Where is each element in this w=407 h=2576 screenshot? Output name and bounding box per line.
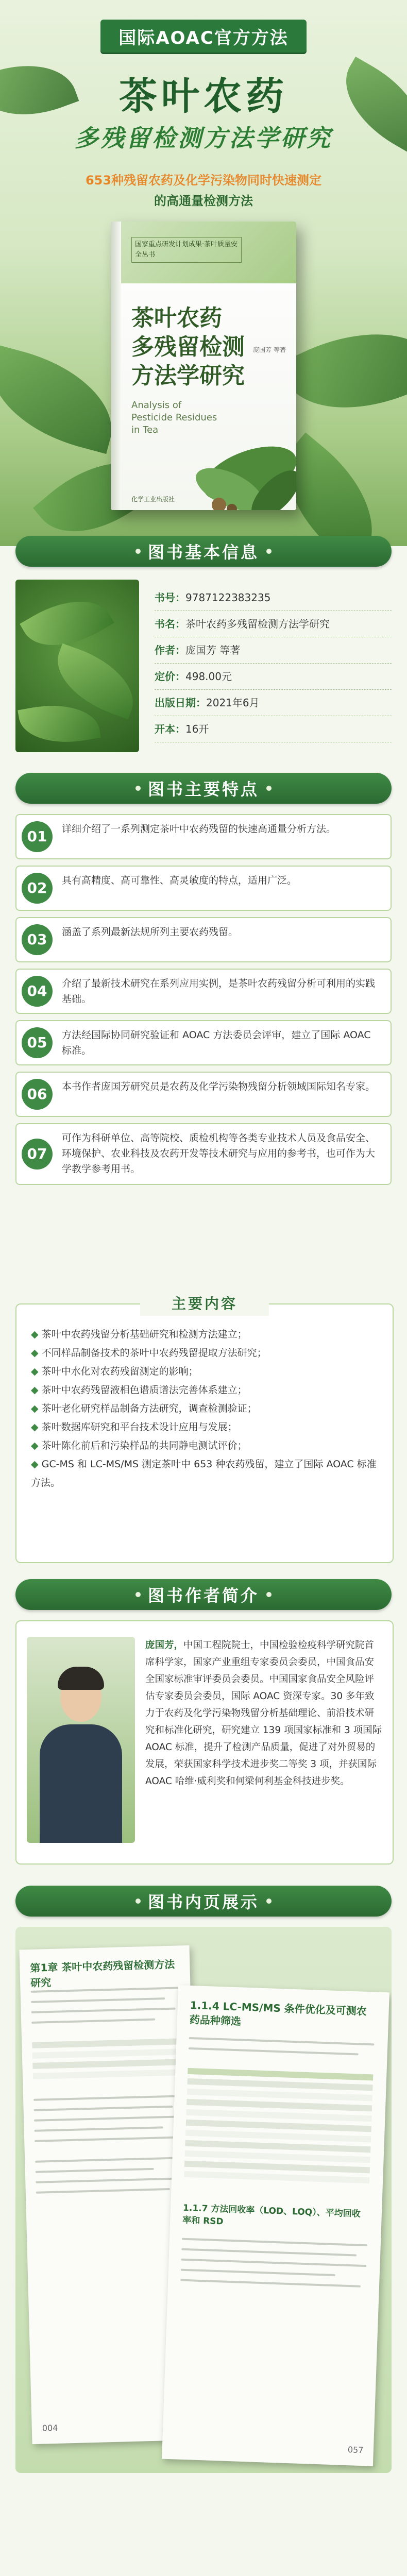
tea-photo bbox=[15, 580, 139, 752]
official-method-ribbon: 国际AOAC官方方法 bbox=[100, 20, 307, 53]
highlight-item bbox=[15, 1020, 392, 1065]
hero-desc-line1: 653种残留农药及化学污染物同时快速测定 bbox=[85, 173, 322, 188]
page-number: 057 bbox=[347, 2445, 364, 2455]
inner-pages-showcase bbox=[15, 1927, 392, 2473]
book-title-line: 方法学研究 bbox=[131, 363, 245, 389]
highlight-item bbox=[15, 866, 392, 911]
dot-icon bbox=[266, 549, 272, 554]
book-title-line: 多残留检测 bbox=[131, 334, 245, 360]
content-item: ◆ 茶叶中农药残留液相色谱质谱法完善体系建立； bbox=[31, 1384, 247, 1396]
book-cover-author: 庞国芳 等著 bbox=[253, 346, 286, 353]
content-item: ◆ 茶叶陈化前后和污染样品的共同静电测试评价； bbox=[31, 1440, 247, 1451]
dot-icon bbox=[135, 549, 141, 554]
section-title: 图书内页展示 bbox=[147, 1892, 259, 1912]
highlight-item bbox=[15, 1072, 392, 1117]
highlight-item bbox=[15, 814, 392, 859]
tea-leaf-decoration bbox=[0, 345, 126, 454]
main-content-box bbox=[15, 1295, 394, 1563]
hero-title: 茶叶农药 bbox=[119, 74, 288, 118]
highlight-number: 02 bbox=[22, 873, 53, 904]
inner-page-subheading: 1.1.7 方法回收率（LOD、LOQ）、平均回收率和 RSD bbox=[182, 2202, 361, 2227]
hero-description bbox=[0, 170, 407, 211]
book-spine bbox=[111, 222, 121, 510]
content-item: ◆ 茶叶中农药残留分析基础研究和检测方法建立； bbox=[31, 1329, 247, 1340]
book-publisher: 化学工业出版社 bbox=[131, 496, 175, 503]
inner-page-heading: 1.1.4 LC-MS/MS 条件优化及可测农药品种筛选 bbox=[189, 1998, 367, 2028]
section-title: 图书基本信息 bbox=[147, 543, 259, 562]
highlight-text: 涵盖了系列最新法规所列主要农药残留。 bbox=[62, 926, 239, 938]
content-item: ◆ 不同样品制备技术的茶叶中农药残留提取方法研究； bbox=[31, 1347, 267, 1359]
hero-subtitle: 多残留检测方法学研究 bbox=[75, 124, 332, 152]
author-bio bbox=[145, 1637, 382, 1790]
main-content-title: 主要内容 bbox=[140, 1292, 269, 1316]
highlight-text: 详细介绍了一系列测定茶叶中农药残留的快速高通量分析方法。 bbox=[62, 823, 336, 835]
dot-icon bbox=[135, 1592, 141, 1597]
highlight-text: 本书作者庞国芳研究员是农药及化学污染物残留分析领域国际知名专家。 bbox=[62, 1081, 376, 1092]
author-bio-text: 中国工程院院士，中国检验检疫科学研究院首席科学家，国家产业重组专家委员会委员，中国食品安全国家标准审评委员会委员。中国国家食品安全风险评估专家委员会委员，国际 AOAC 资深专家。30 多年致力于农药及化学污染物残留分析基础理论、前沿技术研究和标准化研究，研究建立 139 项国家标准和 3 项国际 AOAC 标准，提升了检测产品质量，促进了对外贸易的发展，荣获国家科学技术进步奖二等奖 3 项，并获国际 AOAC 哈维·威利奖和何梁何利基金科技进步奖。 bbox=[145, 1640, 382, 1787]
author-photo bbox=[27, 1637, 135, 1843]
section-header-info bbox=[15, 536, 392, 567]
info-row-author: 作者：庞国芳 等著 bbox=[155, 637, 392, 664]
hero-desc-line2: 的高通量检测方法 bbox=[154, 194, 253, 208]
content-item: ◆ 茶叶数据库研究和平台技术设计应用与发展； bbox=[31, 1421, 238, 1433]
section-title: 图书作者简介 bbox=[147, 1586, 259, 1605]
highlight-text: 介绍了最新技术研究在系列应用实例，是茶叶农药残留分析可利用的实践基础。 bbox=[62, 978, 376, 1005]
main-content-list bbox=[31, 1325, 381, 1492]
info-row-price: 定价：498.00元 bbox=[155, 664, 392, 690]
info-row-format: 开本：16开 bbox=[155, 716, 392, 742]
section-header-highlights bbox=[15, 773, 392, 804]
tea-leaves-illustration bbox=[188, 417, 296, 510]
highlight-item bbox=[15, 969, 392, 1014]
highlights-list bbox=[15, 814, 392, 1191]
highlight-number: 07 bbox=[22, 1139, 53, 1170]
book-cover bbox=[111, 222, 296, 510]
book-en-line: in Tea bbox=[131, 425, 159, 435]
info-row-date: 出版日期：2021年6月 bbox=[155, 690, 392, 716]
book-en-line: Analysis of bbox=[131, 400, 182, 411]
content-item: ◆ 茶叶中水化对农药残留测定的影响； bbox=[31, 1366, 198, 1377]
highlight-number: 06 bbox=[22, 1079, 53, 1110]
author-name: 庞国芳， bbox=[145, 1640, 184, 1651]
highlight-text: 具有高精度、高可靠性、高灵敏度的特点，适用广泛。 bbox=[62, 875, 297, 886]
author-panel bbox=[15, 1620, 394, 1865]
section-header-author bbox=[15, 1579, 392, 1610]
highlight-item bbox=[15, 917, 392, 962]
highlight-text: 可作为科研单位、高等院校、质检机构等各类专业技术人员及食品安全、环境保护、农业科技及农药开发等技术研究与应用的参考书，也可作为大学教学参考用书。 bbox=[62, 1132, 376, 1175]
tea-leaf-decoration bbox=[278, 303, 407, 438]
dot-icon bbox=[266, 786, 272, 791]
info-row-isbn: 书号：9787122383235 bbox=[155, 585, 392, 611]
book-cover-title bbox=[131, 304, 245, 391]
highlight-number: 03 bbox=[22, 924, 53, 955]
dot-icon bbox=[266, 1899, 272, 1904]
section-header-pages bbox=[15, 1886, 392, 1917]
highlight-number: 04 bbox=[22, 976, 53, 1007]
page-number: 004 bbox=[42, 2422, 58, 2433]
dot-icon bbox=[266, 1592, 272, 1597]
section-title: 图书主要特点 bbox=[147, 779, 259, 799]
dot-icon bbox=[135, 1899, 141, 1904]
content-item: ◆ 茶叶老化研究样品制备方法研究，调查检测验证； bbox=[31, 1403, 257, 1414]
book-title-line: 茶叶农药 bbox=[131, 305, 222, 331]
highlight-number: 05 bbox=[22, 1027, 53, 1058]
info-row-title: 书名：茶叶农药多残留检测方法学研究 bbox=[155, 611, 392, 637]
book-series-label: 国家重点研发计划成果·茶叶质量安全丛书 bbox=[131, 237, 242, 263]
content-item: ◆ GC-MS 和 LC-MS/MS 测定茶叶中 653 种农药残留，建立了国际 AOAC 标准方法。 bbox=[31, 1459, 377, 1488]
inner-page-heading: 第1章 茶叶中农药残留检测方法研究 bbox=[30, 1958, 175, 1989]
highlight-item bbox=[15, 1123, 392, 1185]
book-en-line: Pesticide Residues bbox=[131, 412, 217, 423]
info-list bbox=[155, 585, 392, 742]
highlight-text: 方法经国际协同研究验证和 AOAC 方法委员会评审，建立了国际 AOAC 标准。 bbox=[62, 1029, 371, 1056]
hero-banner bbox=[0, 0, 407, 546]
basic-info-panel bbox=[15, 574, 392, 757]
highlight-number: 01 bbox=[22, 821, 53, 852]
dot-icon bbox=[135, 786, 141, 791]
inner-page-right bbox=[162, 1985, 389, 2466]
